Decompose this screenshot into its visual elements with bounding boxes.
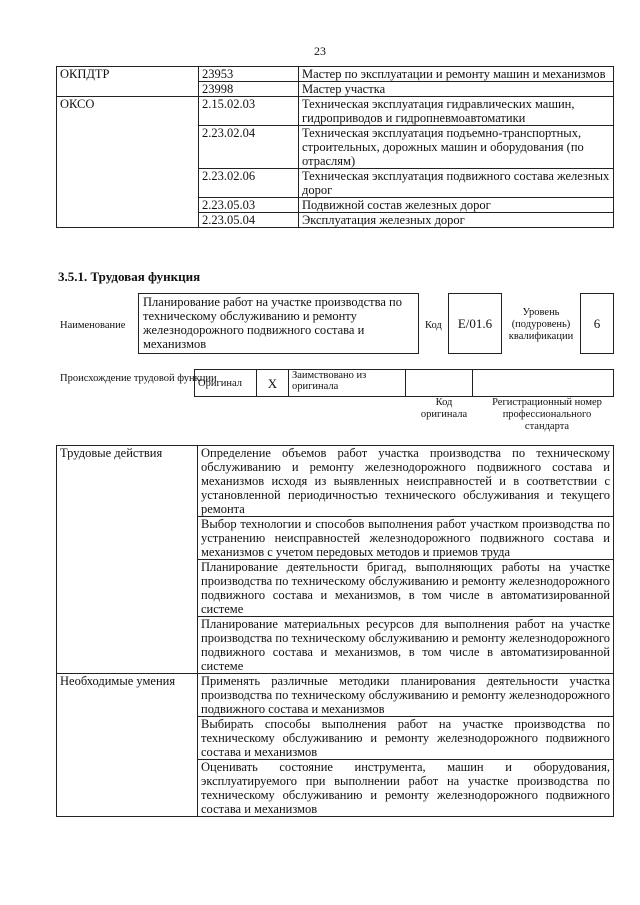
classifier-code: 23998 <box>199 82 299 97</box>
task-description: Планирование материальных ресурсов для выполнения работ на участке производства по техническому обслуживанию и ремонту железнодорожного подвижного состава и механизмов, в том числе в автоматизированной системе <box>198 617 614 674</box>
origin-table <box>194 369 614 397</box>
classifier-title: Мастер участка <box>299 82 614 97</box>
classifier-title: Техническая эксплуатация подъемно-транспортных, строительных, дорожных машин и оборудования (по отраслям) <box>299 126 614 169</box>
function-code: E/01.6 <box>448 293 502 354</box>
name-label: Наименование <box>60 320 126 331</box>
classifier-name: ОКПДТР <box>57 67 199 97</box>
task-description: Применять различные методики планирования деятельности участка производства по техническому обслуживанию и ремонту железнодорожного подвижного состава и механизмов <box>198 674 614 717</box>
codes-row <box>57 97 614 126</box>
task-description: Оценивать состояние инструмента, машин и оборудования, эксплуатируемого при выполнении работ на участке производства по техническому обслуживанию и ремонту железнодорожного подвижного состава и механизмов <box>198 760 614 817</box>
classifier-title: Эксплуатация железных дорог <box>299 213 614 228</box>
task-category: Трудовые действия <box>57 446 198 674</box>
task-description: Выбор технологии и способов выполнения работ участком производства по устранению неисправностей железнодорожного подвижного состава и механизмов с учетом передовых методов и приемов труда <box>198 517 614 560</box>
task-description: Планирование деятельности бригад, выполняющих работы на участке производства по техническому обслуживанию и ремонту железнодорожного подвижного состава и механизмов, в том числе в автоматизированной системе <box>198 560 614 617</box>
section-title: 3.5.1. Трудовая функция <box>58 269 201 284</box>
classifier-name: ОКСО <box>57 97 199 228</box>
codes-row <box>57 67 614 82</box>
task-category: Необходимые умения <box>57 674 198 817</box>
classifier-title: Мастер по эксплуатации и ремонту машин и механизмов <box>299 67 614 82</box>
classifier-title: Техническая эксплуатация подвижного состава железных дорог <box>299 169 614 198</box>
qualification-level: 6 <box>580 293 614 354</box>
classifier-title: Техническая эксплуатация гидравлических машин, гидроприводов и гидропневмоавтоматики <box>299 97 614 126</box>
tasks-table <box>56 445 614 817</box>
original-mark: X <box>257 370 289 397</box>
classifier-code: 2.23.02.04 <box>199 126 299 169</box>
task-description: Определение объемов работ участка производства по техническому обслуживанию и ремонту железнодорожного подвижного состава и механизмов исходя из выявленных неисправностей и в соответствии с установленной периодичностью технического обслуживания и текущего ремонта <box>198 446 614 517</box>
task-row <box>57 446 614 517</box>
classifier-code: 2.23.02.06 <box>199 169 299 198</box>
reg-number-cell <box>473 370 614 397</box>
caption-original-code: Код оригинала <box>420 397 468 420</box>
origin-label-text: Происхождение трудовой функции <box>60 373 217 384</box>
classifier-code: 2.23.05.03 <box>199 198 299 213</box>
level-label: Уровень (подуровень) квалификации <box>508 307 574 342</box>
codes-table <box>56 66 614 228</box>
classifier-code: 23953 <box>199 67 299 82</box>
code-label: Код <box>425 320 442 331</box>
classifier-code: 2.15.02.03 <box>199 97 299 126</box>
function-name: Планирование работ на участке производства по техническому обслуживанию и ремонту железнодорожного подвижного состава и механизмов <box>138 293 419 354</box>
task-row <box>57 674 614 717</box>
page-number: 23 <box>314 44 326 58</box>
borrowed-label: Заимствовано из оригинала <box>289 370 406 397</box>
original-code-cell <box>406 370 473 397</box>
original-label: Оригинал <box>195 370 257 397</box>
classifier-title: Подвижной состав железных дорог <box>299 198 614 213</box>
classifier-code: 2.23.05.04 <box>199 213 299 228</box>
caption-reg-number: Регистрационный номер профессионального стандарта <box>492 397 602 432</box>
task-description: Выбирать способы выполнения работ на участке производства по техническому обслуживанию и ремонту железнодорожного подвижного состава и механизмов <box>198 717 614 760</box>
